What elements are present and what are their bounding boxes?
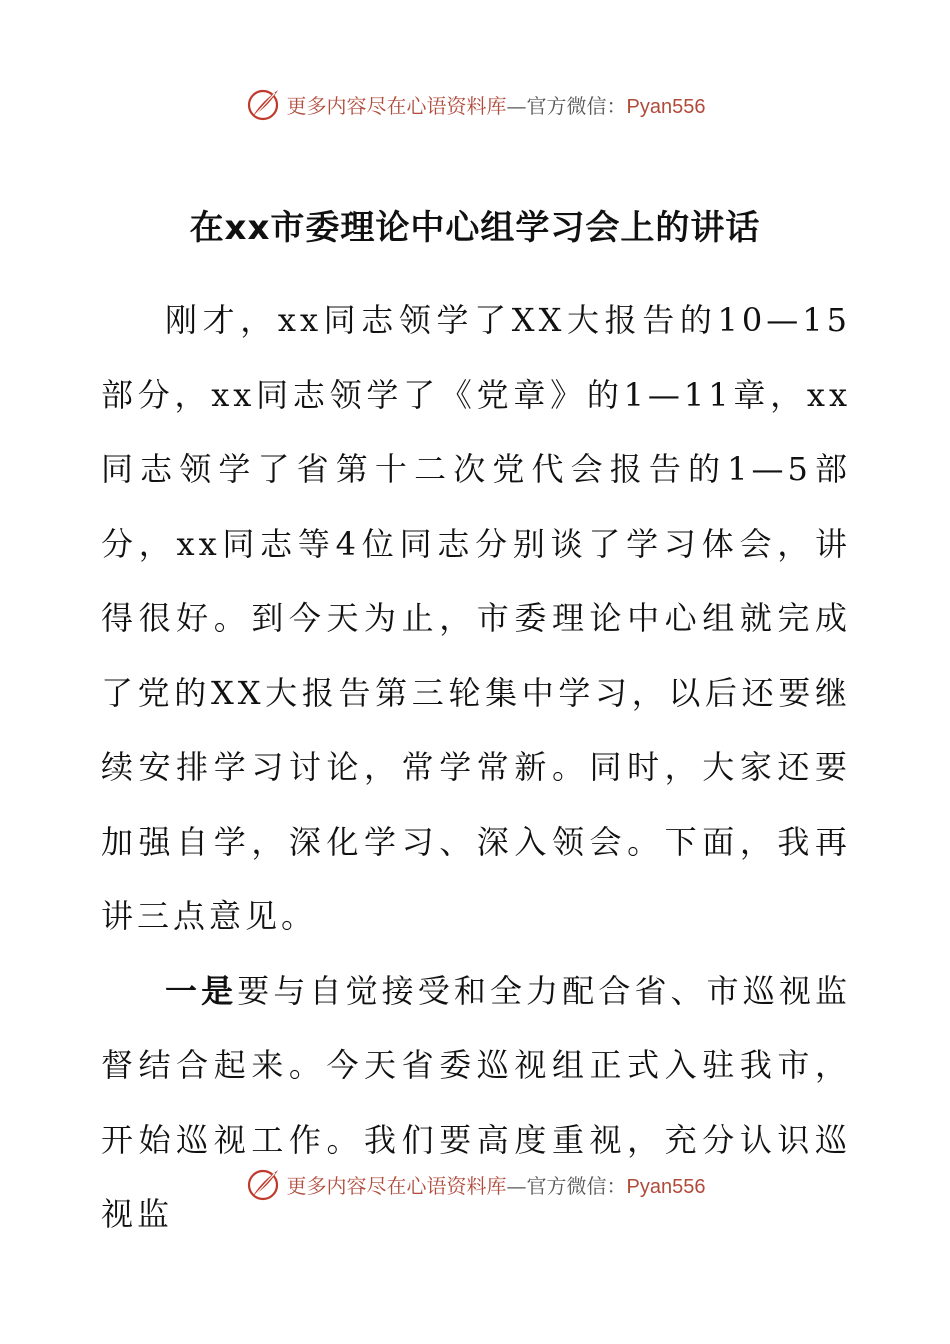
quill-logo-icon bbox=[245, 86, 281, 122]
watermark-text bbox=[287, 1170, 706, 1199]
watermark-separator: — bbox=[506, 1173, 527, 1198]
watermark-id: Pyan556 bbox=[626, 1175, 706, 1198]
watermark-suffix: 官方微信： bbox=[526, 93, 627, 118]
document-title: 在xx市委理论中心组学习会上的讲话 bbox=[189, 208, 761, 248]
watermark-id: Pyan556 bbox=[626, 95, 706, 118]
watermark-separator: — bbox=[506, 93, 527, 118]
watermark-brand: 更多内容尽在心语资料库 bbox=[286, 93, 507, 118]
paragraph-2-body: 要与自觉接受和全力配合省、市巡视监督结合起来。今天省委巡视组正式入驻我市，开始巡视工作。我们要高度重视，充分认识巡视监 bbox=[101, 971, 851, 1233]
watermark-banner-top bbox=[0, 84, 950, 124]
watermark-suffix: 官方微信： bbox=[526, 1173, 627, 1198]
watermark-text bbox=[287, 90, 706, 119]
paragraph-1: 刚才，xx同志领学了XX大报告的10—15部分，xx同志领学了《党章》的1—11章，xx同志领学了省第十二次党代会报告的1—5部分，xx同志等4位同志分别谈了学习体会，讲得很好。到今天为止，市委理论中心组就完成了党的XX大报告第三轮集中学习，以后还要继续安排学习讨论，常学常新。同时，大家还要加强自学，深化学习、深入领会。下面，我再讲三点意见。 bbox=[101, 301, 851, 935]
watermark-brand: 更多内容尽在心语资料库 bbox=[286, 1173, 507, 1198]
paragraph-2 bbox=[101, 954, 851, 1252]
watermark-banner-bottom bbox=[0, 1164, 950, 1204]
document-body bbox=[101, 283, 851, 1252]
paragraph-2-lead: 一是 bbox=[165, 971, 238, 1010]
quill-logo-icon bbox=[245, 1166, 281, 1202]
